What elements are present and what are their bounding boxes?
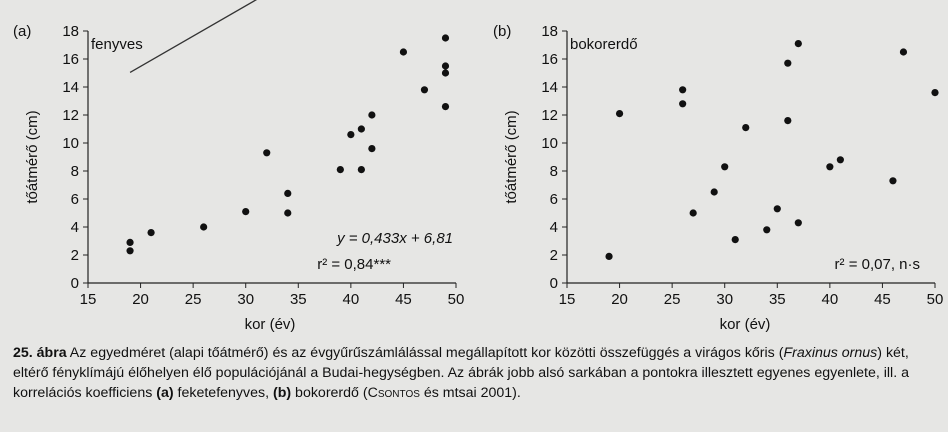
data-point <box>721 163 728 170</box>
data-point <box>732 236 739 243</box>
equation-label: y = 0,433x + 6,81 <box>337 230 453 247</box>
data-point <box>358 125 365 132</box>
data-point <box>690 209 697 216</box>
x-tick-label: 50 <box>926 291 944 308</box>
x-tick-label: 40 <box>821 291 839 308</box>
y-tick-label: 18 <box>62 23 79 40</box>
data-point <box>784 60 791 67</box>
x-axis-title: kor (év) <box>719 316 771 333</box>
y-tick-label: 4 <box>70 219 79 236</box>
data-point <box>679 86 686 93</box>
panel-label: (b) <box>493 23 512 40</box>
r-squared-label: r² = 0,07, n·s <box>834 256 920 273</box>
y-tick-label: 2 <box>70 247 79 264</box>
x-tick-label: 50 <box>447 291 465 308</box>
data-point <box>200 223 207 230</box>
data-point <box>679 100 686 107</box>
x-tick-label: 40 <box>342 291 360 308</box>
data-point <box>242 208 249 215</box>
y-tick-label: 16 <box>62 51 79 68</box>
data-point <box>126 239 133 246</box>
caption-text-4: bokorerdő ( <box>291 385 368 401</box>
panel-label: (a) <box>13 23 32 40</box>
caption-text-3: feketefenyves, <box>173 385 273 401</box>
caption-author: Csontos <box>367 385 420 401</box>
x-axis-title: kor (év) <box>244 316 296 333</box>
data-point <box>795 219 802 226</box>
data-point <box>795 40 802 47</box>
data-point <box>368 145 375 152</box>
y-tick-label: 14 <box>62 79 79 96</box>
y-tick-label: 10 <box>62 135 79 152</box>
data-point <box>442 69 449 76</box>
data-point <box>358 166 365 173</box>
data-point <box>347 131 354 138</box>
data-point <box>337 166 344 173</box>
data-point <box>147 229 154 236</box>
data-point <box>263 149 270 156</box>
data-point <box>442 103 449 110</box>
data-point <box>826 163 833 170</box>
y-axis-title: tőátmérő (cm) <box>503 110 520 204</box>
x-tick-label: 20 <box>132 291 149 308</box>
data-point <box>837 156 844 163</box>
figure-caption <box>13 343 938 403</box>
data-point <box>616 110 623 117</box>
x-tick-label: 45 <box>395 291 412 308</box>
data-point <box>900 48 907 55</box>
caption-a-label: (a) <box>156 385 174 401</box>
y-tick-label: 6 <box>70 191 79 208</box>
x-tick-label: 20 <box>611 291 628 308</box>
data-point <box>442 62 449 69</box>
data-point <box>126 247 133 254</box>
data-point <box>421 86 428 93</box>
x-tick-label: 35 <box>289 291 307 308</box>
x-tick-label: 15 <box>79 291 97 308</box>
x-tick-label: 25 <box>184 291 202 308</box>
caption-figure-label: 25. ábra <box>13 345 67 361</box>
data-point <box>368 111 375 118</box>
y-tick-label: 0 <box>70 275 79 292</box>
x-tick-label: 30 <box>237 291 255 308</box>
caption-text-2: ) két, eltérő fényklímájú élőhelyen élő populációjánál a Budai-hegységben. Az ábrák jobb alsó sarkában a pontokra illesztett egyenes egyenlete, ill. a korrelációs koefficiens <box>13 345 909 401</box>
y-tick-label: 6 <box>549 191 558 208</box>
y-tick-label: 18 <box>541 23 558 40</box>
y-tick-label: 8 <box>549 163 558 180</box>
data-point <box>442 34 449 41</box>
panel-title: fenyves <box>91 36 143 53</box>
data-point <box>742 124 749 131</box>
data-point <box>784 117 791 124</box>
caption-b-label: (b) <box>272 385 292 401</box>
panel-b-bokorerdo <box>493 23 943 333</box>
caption-species: Fraxinus ornus <box>783 345 878 361</box>
data-point <box>605 253 612 260</box>
caption-text-5: és mtsai 2001). <box>419 385 521 401</box>
y-tick-label: 14 <box>541 79 558 96</box>
x-tick-label: 30 <box>716 291 734 308</box>
r-squared-label: r² = 0,84*** <box>317 256 391 273</box>
x-tick-label: 25 <box>663 291 681 308</box>
y-tick-label: 12 <box>62 107 79 124</box>
panel-a-fenyves <box>13 0 464 333</box>
data-point <box>774 205 781 212</box>
y-axis-title: tőátmérő (cm) <box>24 110 41 204</box>
x-tick-label: 15 <box>558 291 576 308</box>
data-point <box>931 89 938 96</box>
data-point <box>284 209 291 216</box>
data-point <box>711 188 718 195</box>
y-tick-label: 8 <box>70 163 79 180</box>
y-tick-label: 12 <box>541 107 558 124</box>
x-tick-label: 45 <box>874 291 891 308</box>
y-tick-label: 16 <box>541 51 558 68</box>
y-tick-label: 4 <box>549 219 558 236</box>
y-tick-label: 2 <box>549 247 558 264</box>
panel-title: bokorerdő <box>570 36 638 53</box>
caption-text-1: Az egyedméret (alapi tőátmérő) és az évgyűrűszámlálással megállapított kor közötti összefüggés a virágos kőris ( <box>66 345 784 361</box>
data-point <box>889 177 896 184</box>
y-tick-label: 10 <box>541 135 558 152</box>
regression-line <box>130 0 445 72</box>
y-tick-label: 0 <box>549 275 558 292</box>
data-point <box>400 48 407 55</box>
data-point <box>284 190 291 197</box>
x-tick-label: 35 <box>768 291 786 308</box>
data-point <box>763 226 770 233</box>
